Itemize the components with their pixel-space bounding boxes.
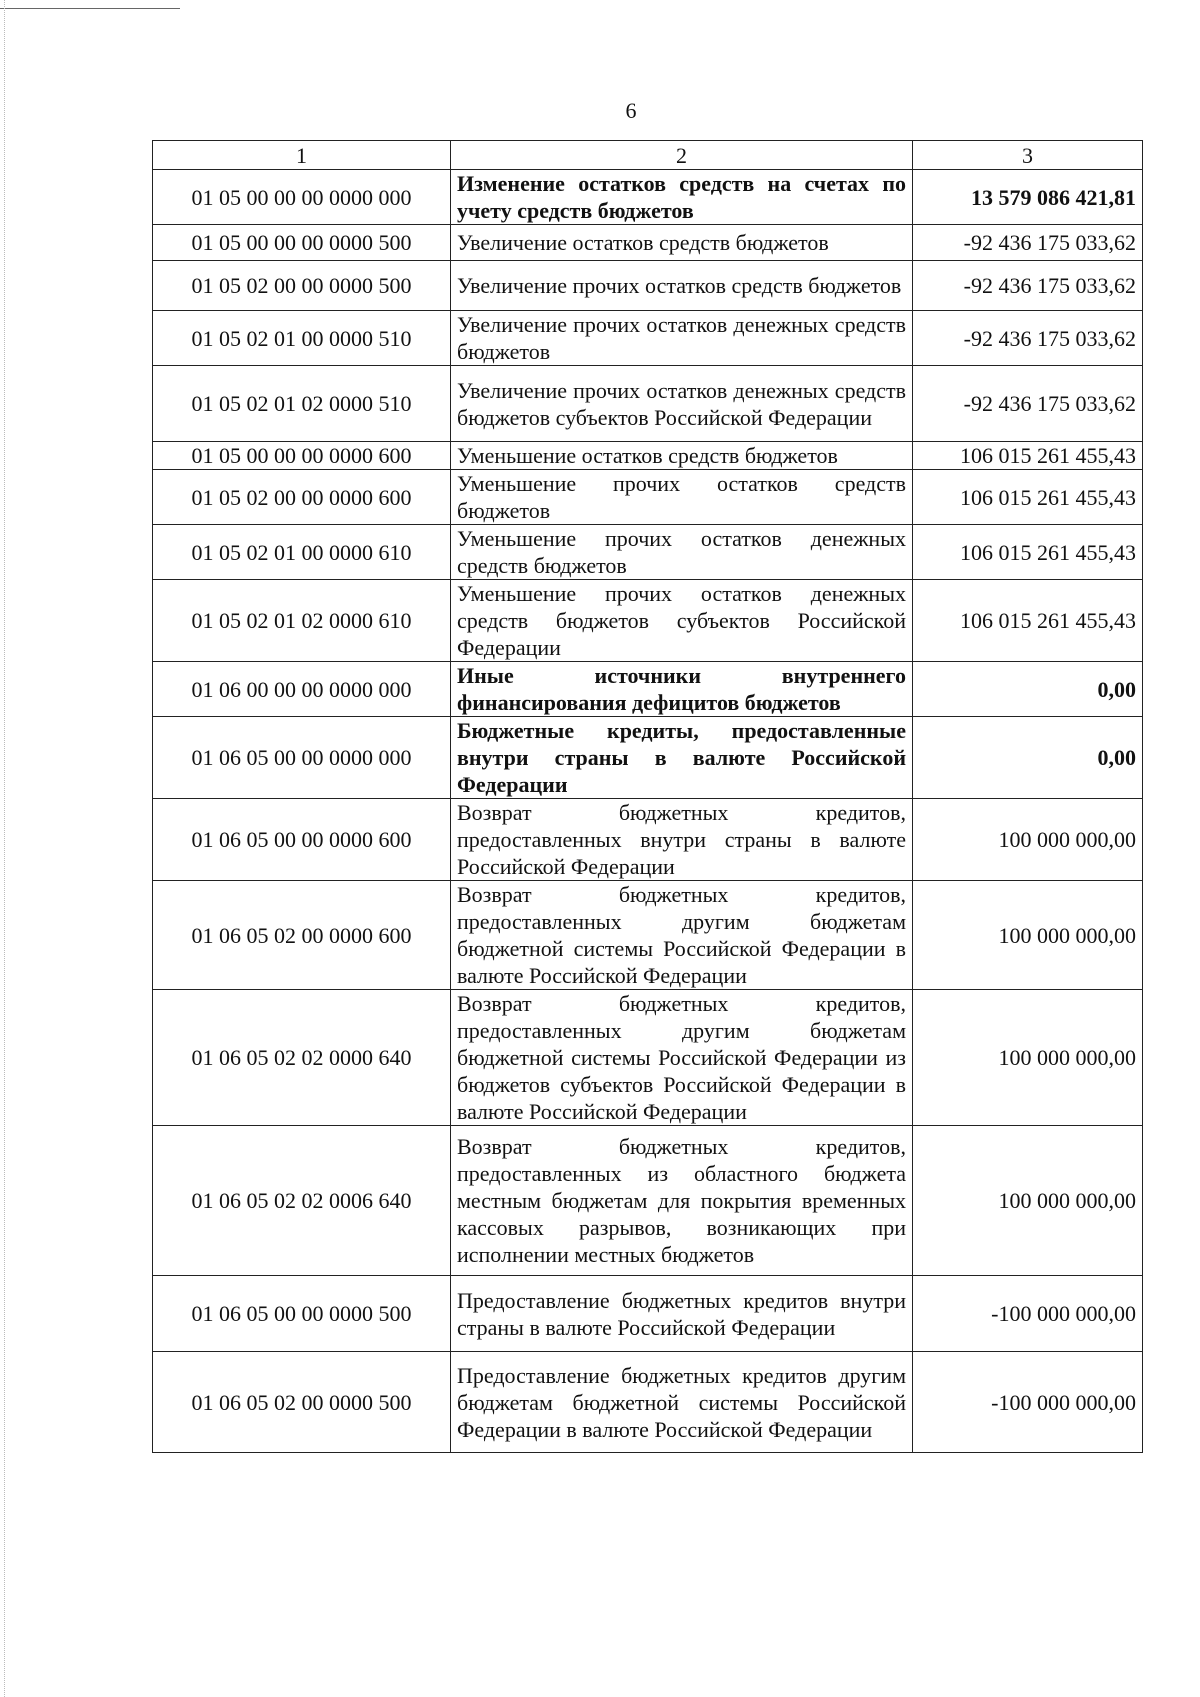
row-amount-cell: 100 000 000,00: [913, 799, 1143, 881]
row-code-cell: 01 06 05 02 02 0006 640: [153, 1126, 451, 1276]
row-amount-cell: 100 000 000,00: [913, 881, 1143, 990]
row-code-cell: 01 06 05 00 00 0000 500: [153, 1276, 451, 1352]
table-row: [153, 366, 1143, 442]
table-header-row: [153, 141, 1143, 170]
row-code-cell: 01 06 05 00 00 0000 600: [153, 799, 451, 881]
row-code-cell: 01 05 02 00 00 0000 600: [153, 470, 451, 525]
budget-sources-table: [152, 140, 1143, 1453]
row-amount-cell: -92 436 175 033,62: [913, 311, 1143, 366]
row-name-cell: Увеличение прочих остатков денежных средств бюджетов: [451, 311, 913, 366]
column-header-code: 1: [153, 141, 451, 170]
row-amount-cell: 100 000 000,00: [913, 990, 1143, 1126]
page-number: 6: [625, 98, 637, 123]
row-name-cell: Иные источники внутреннего финансирования дефицитов бюджетов: [451, 662, 913, 717]
row-amount-cell: 106 015 261 455,43: [913, 442, 1143, 470]
table-header: [153, 141, 1143, 170]
row-amount-cell: -100 000 000,00: [913, 1276, 1143, 1352]
row-code-cell: 01 06 05 02 00 0000 600: [153, 881, 451, 990]
row-name-cell: Уменьшение остатков средств бюджетов: [451, 442, 913, 470]
row-name-cell: Изменение остатков средств на счетах по учету средств бюджетов: [451, 170, 913, 225]
row-name-cell: Возврат бюджетных кредитов, предоставленных внутри страны в валюте Российской Федерации: [451, 799, 913, 881]
table-row: [153, 261, 1143, 311]
column-header-amount: 3: [913, 141, 1143, 170]
table-row: [153, 580, 1143, 662]
row-name-cell: Увеличение остатков средств бюджетов: [451, 225, 913, 261]
row-amount-cell: 106 015 261 455,43: [913, 525, 1143, 580]
row-code-cell: 01 05 02 00 00 0000 500: [153, 261, 451, 311]
row-code-cell: 01 05 00 00 00 0000 500: [153, 225, 451, 261]
table-row: [153, 799, 1143, 881]
row-name-cell: Предоставление бюджетных кредитов другим бюджетам бюджетной системы Российской Федерации в валюте Российской Федерации: [451, 1352, 913, 1453]
row-amount-cell: 106 015 261 455,43: [913, 470, 1143, 525]
row-name-cell: Увеличение прочих остатков средств бюджетов: [451, 261, 913, 311]
row-amount-cell: 106 015 261 455,43: [913, 580, 1143, 662]
table-row: [153, 1276, 1143, 1352]
row-name-cell: Бюджетные кредиты, предоставленные внутри страны в валюте Российской Федерации: [451, 717, 913, 799]
scan-edge-line: [0, 8, 180, 9]
row-name-cell: Увеличение прочих остатков денежных средств бюджетов субъектов Российской Федерации: [451, 366, 913, 442]
row-code-cell: 01 06 05 02 00 0000 500: [153, 1352, 451, 1453]
table-row: [153, 1352, 1143, 1453]
row-amount-cell: -100 000 000,00: [913, 1352, 1143, 1453]
row-name-cell: Возврат бюджетных кредитов, предоставленных другим бюджетам бюджетной системы Российской Федерации в валюте Российской Федерации: [451, 881, 913, 990]
table-row: [153, 1126, 1143, 1276]
row-code-cell: 01 05 02 01 02 0000 610: [153, 580, 451, 662]
table-body: [153, 170, 1143, 1453]
table-row: [153, 717, 1143, 799]
row-amount-cell: 0,00: [913, 717, 1143, 799]
row-code-cell: 01 05 00 00 00 0000 000: [153, 170, 451, 225]
row-code-cell: 01 05 02 01 02 0000 510: [153, 366, 451, 442]
row-name-cell: Возврат бюджетных кредитов, предоставленных другим бюджетам бюджетной системы Российской Федерации из бюджетов субъектов Российской Федерации в валюте Российской Федерации: [451, 990, 913, 1126]
table-row: [153, 442, 1143, 470]
table-row: [153, 470, 1143, 525]
row-amount-cell: 0,00: [913, 662, 1143, 717]
row-code-cell: 01 06 05 00 00 0000 000: [153, 717, 451, 799]
row-amount-cell: -92 436 175 033,62: [913, 261, 1143, 311]
row-name-cell: Предоставление бюджетных кредитов внутри страны в валюте Российской Федерации: [451, 1276, 913, 1352]
table-row: [153, 662, 1143, 717]
row-name-cell: Уменьшение прочих остатков средств бюджетов: [451, 470, 913, 525]
row-code-cell: 01 06 00 00 00 0000 000: [153, 662, 451, 717]
row-name-cell: Уменьшение прочих остатков денежных средств бюджетов: [451, 525, 913, 580]
table-row: [153, 881, 1143, 990]
column-header-name: 2: [451, 141, 913, 170]
row-code-cell: 01 05 02 01 00 0000 510: [153, 311, 451, 366]
table-row: [153, 170, 1143, 225]
row-amount-cell: -92 436 175 033,62: [913, 366, 1143, 442]
row-name-cell: Уменьшение прочих остатков денежных средств бюджетов субъектов Российской Федерации: [451, 580, 913, 662]
scan-edge-dots: [4, 0, 5, 1697]
row-code-cell: 01 06 05 02 02 0000 640: [153, 990, 451, 1126]
table-row: [153, 525, 1143, 580]
table-row: [153, 311, 1143, 366]
row-code-cell: 01 05 02 01 00 0000 610: [153, 525, 451, 580]
table-row: [153, 990, 1143, 1126]
row-code-cell: 01 05 00 00 00 0000 600: [153, 442, 451, 470]
row-amount-cell: 13 579 086 421,81: [913, 170, 1143, 225]
row-name-cell: Возврат бюджетных кредитов, предоставленных из областного бюджета местным бюджетам для покрытия временных кассовых разрывов, возникающих при исполнении местных бюджетов: [451, 1126, 913, 1276]
row-amount-cell: 100 000 000,00: [913, 1126, 1143, 1276]
table-row: [153, 225, 1143, 261]
row-amount-cell: -92 436 175 033,62: [913, 225, 1143, 261]
